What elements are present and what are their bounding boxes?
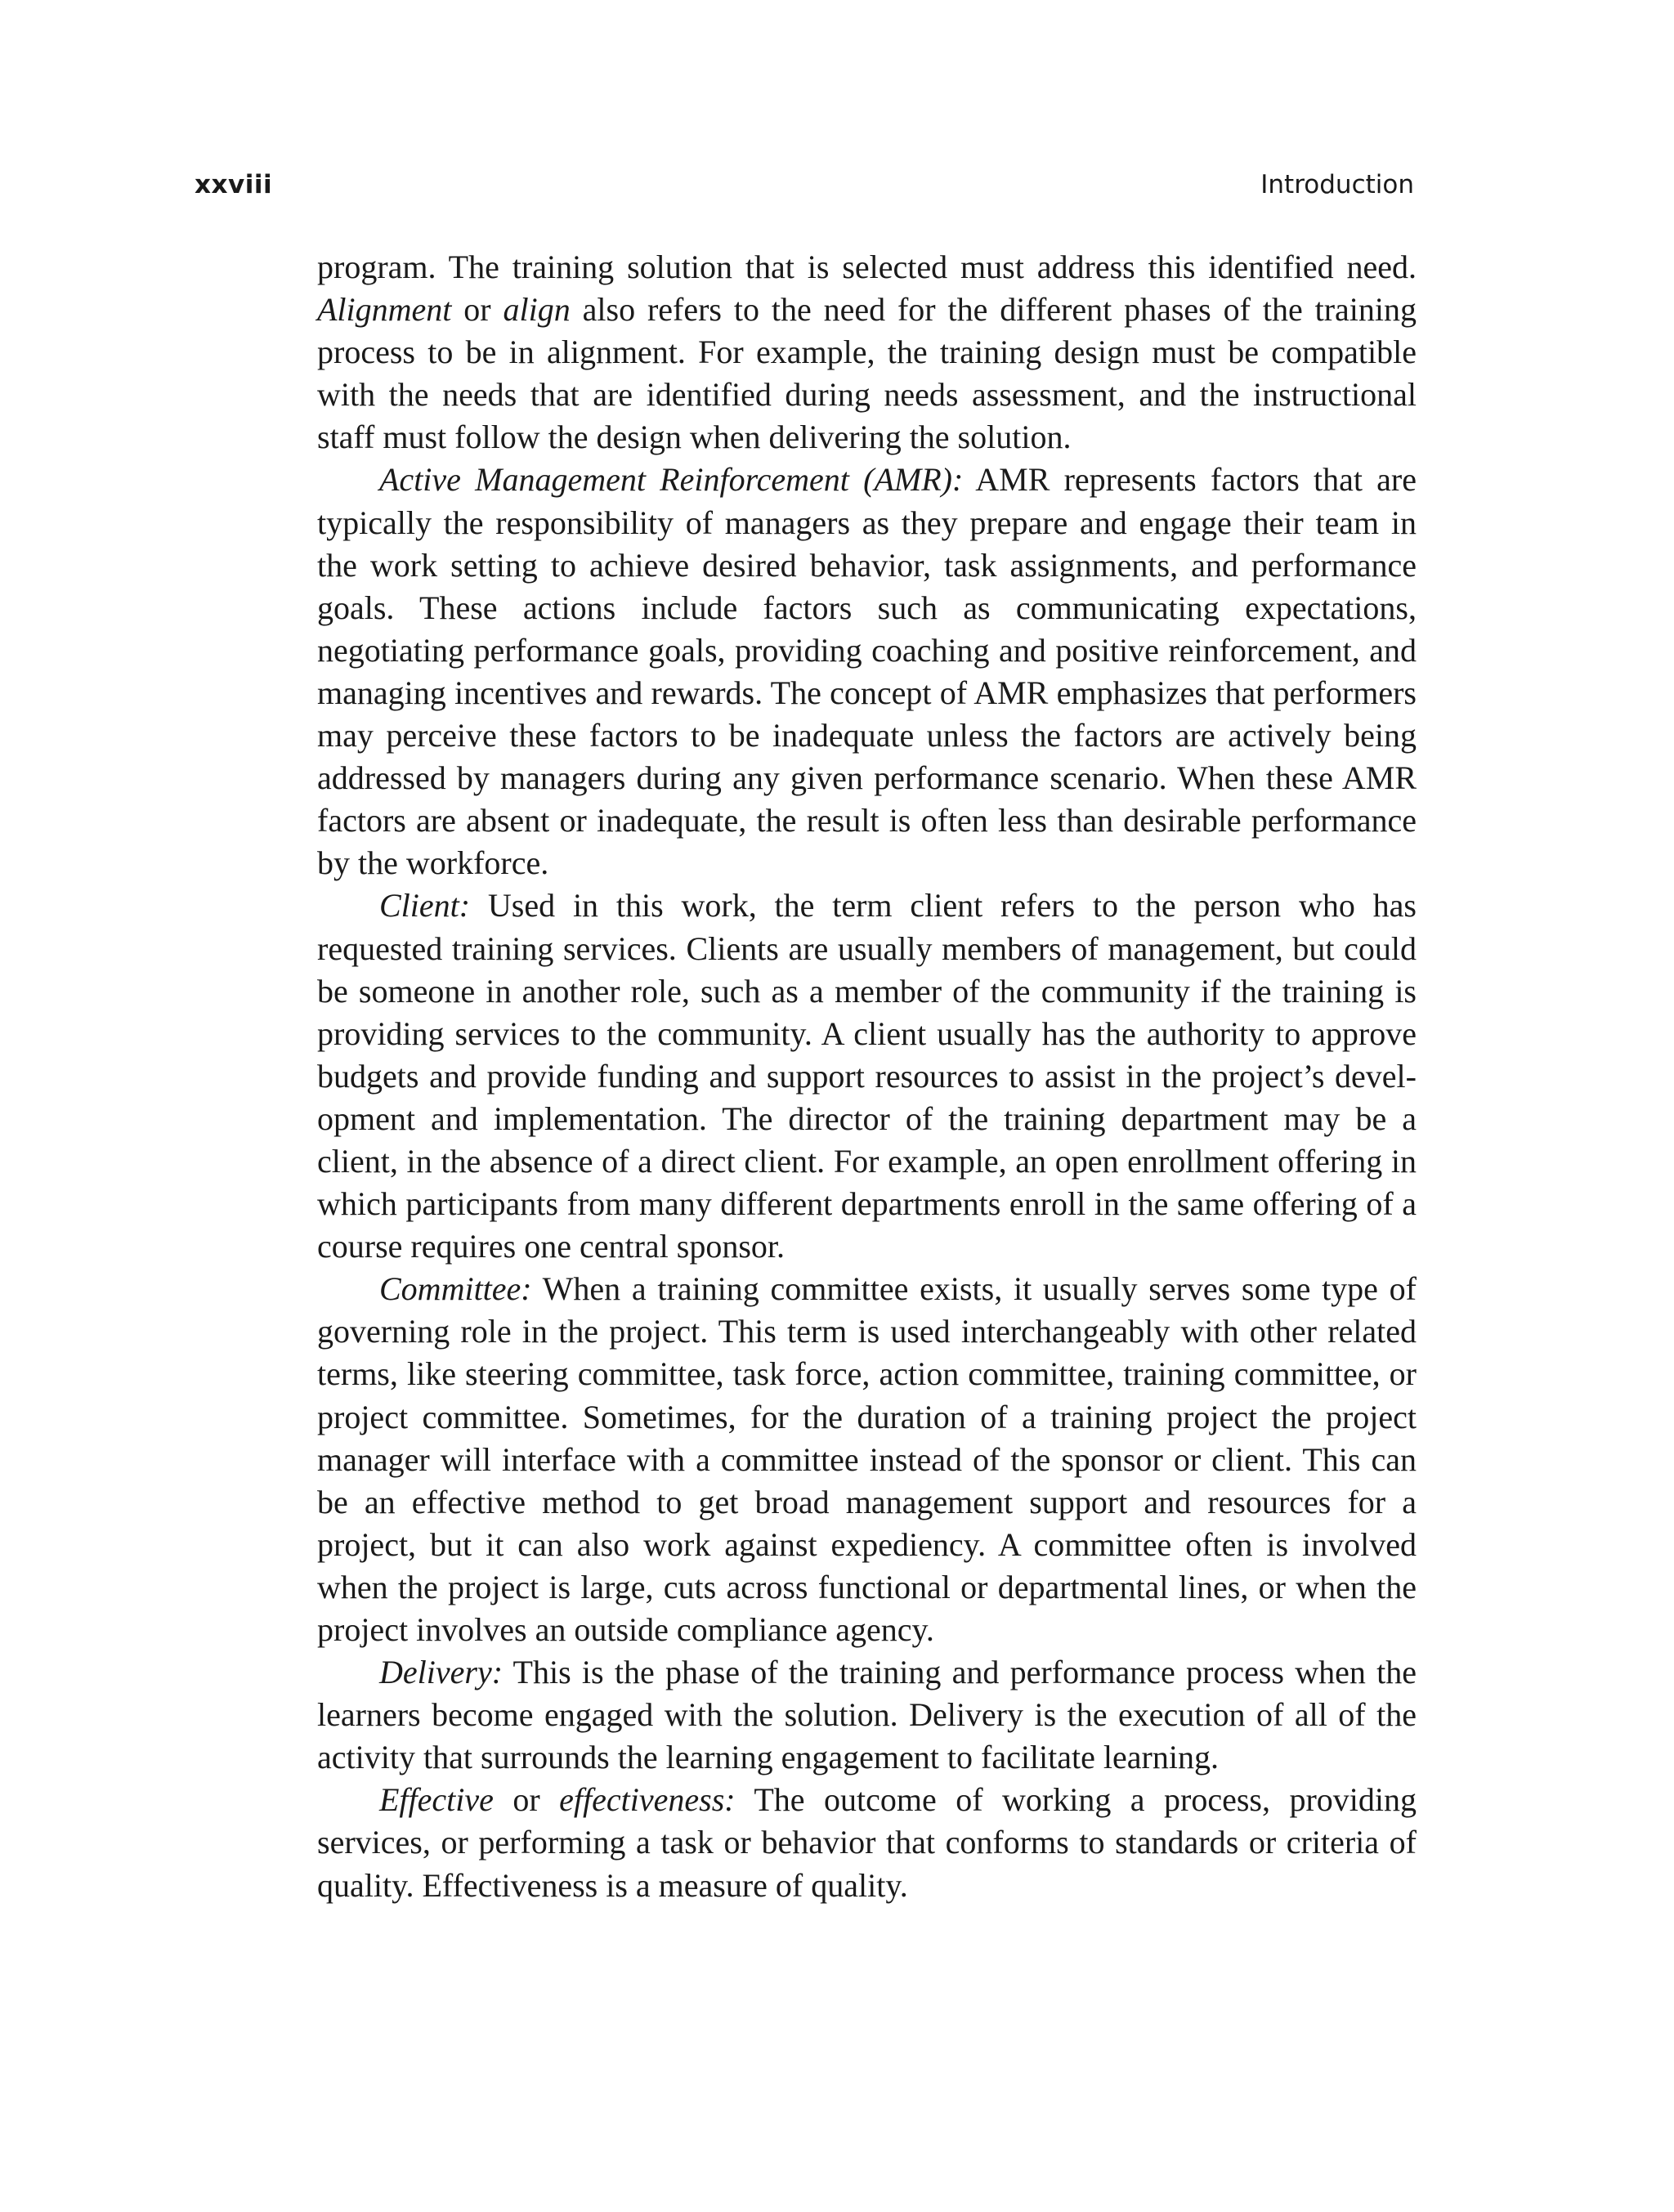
paragraph-delivery — [317, 1651, 1417, 1779]
paragraph-amr — [317, 459, 1417, 884]
term-connector: or — [493, 1781, 560, 1819]
term-client: Client: — [379, 887, 471, 925]
paragraph-committee — [317, 1268, 1417, 1651]
term-alignment: Alignment — [317, 291, 452, 329]
definition-text: This is the phase of the training and performance process when the learners become engaged with the solution. Delivery is the execution of all of the activity that surrounds the learning engagement to facilitate learning. — [317, 1654, 1417, 1776]
definition-text: When a training committee exists, it usually serves some type of governing role in the project. This term is used interchangeably with other related terms, like steering committee, task force, action committee, training committee, or project committee. Sometimes, for the duration of a training project the project manager will interface with a committee instead of the sponsor or client. This can be an effective method to get broad management support and resources for a project, but it can also work against expediency. A committee often is involved when the project is large, cuts across functional or departmental lines, or when the project involves an outside compliance agency. — [317, 1270, 1417, 1648]
definition-text: Used in this work, the term client refers to the person who has requested training services. Clients are usually members of management, but could be someone in another role, such as a member of the community if the training is providing services to the community. A client usually has the authority to approve budgets and provide funding and support resources to assist in the project’s development and implementation. The director of the training department may be a client, in the absence of a direct client. For example, an open enrollment offering in which participants from many different departments enroll in the same offering of a course requires one central sponsor. — [317, 887, 1417, 1265]
term-committee: Committee: — [379, 1270, 532, 1308]
page-number: xxviii — [195, 170, 273, 199]
term-delivery: Delivery: — [379, 1654, 504, 1691]
paragraph-alignment — [317, 246, 1417, 459]
paragraph-client — [317, 884, 1417, 1268]
definition-text: also refers to the need for the different phases of the training process to be in alignment. For example, the training design must be compatible with the needs that are identified during needs assessment, and the instructional staff must follow the design when delivering the solution. — [317, 291, 1417, 456]
term-amr: Active Management Reinforcement (AMR): — [379, 461, 964, 499]
term-effectiveness: effectiveness: — [559, 1781, 736, 1819]
definition-text: The outcome of working a process, providing services, or performing a task or behavior that conforms to standards or criteria of quality. Effectiveness is a measure of quality. — [317, 1781, 1417, 1904]
paragraph-effective — [317, 1779, 1417, 1906]
paragraph-intro-text: program. The training solution that is selected must address this identified need. — [317, 249, 1417, 285]
body-text — [317, 246, 1417, 1907]
term-align: align — [503, 291, 571, 329]
definition-text: AMR represents factors that are typically the responsibility of managers as they prepare and engage their team in the work setting to achieve desired behavior, task assignments, and performance goals. These actions include factors such as communicating expectations, negotiating performance goals, providing coaching and positive reinforcement, and managing incentives and rewards. The concept of AMR emphasizes that performers may perceive these factors to be inadequate unless the factors are actively being addressed by managers during any given performance scenario. When these AMR factors are absent or inadequate, the result is often less than desirable performance by the workforce. — [317, 461, 1417, 882]
term-effective: Effective — [379, 1781, 494, 1819]
term-connector: or — [451, 291, 504, 329]
running-head: Introduction — [1260, 170, 1414, 199]
